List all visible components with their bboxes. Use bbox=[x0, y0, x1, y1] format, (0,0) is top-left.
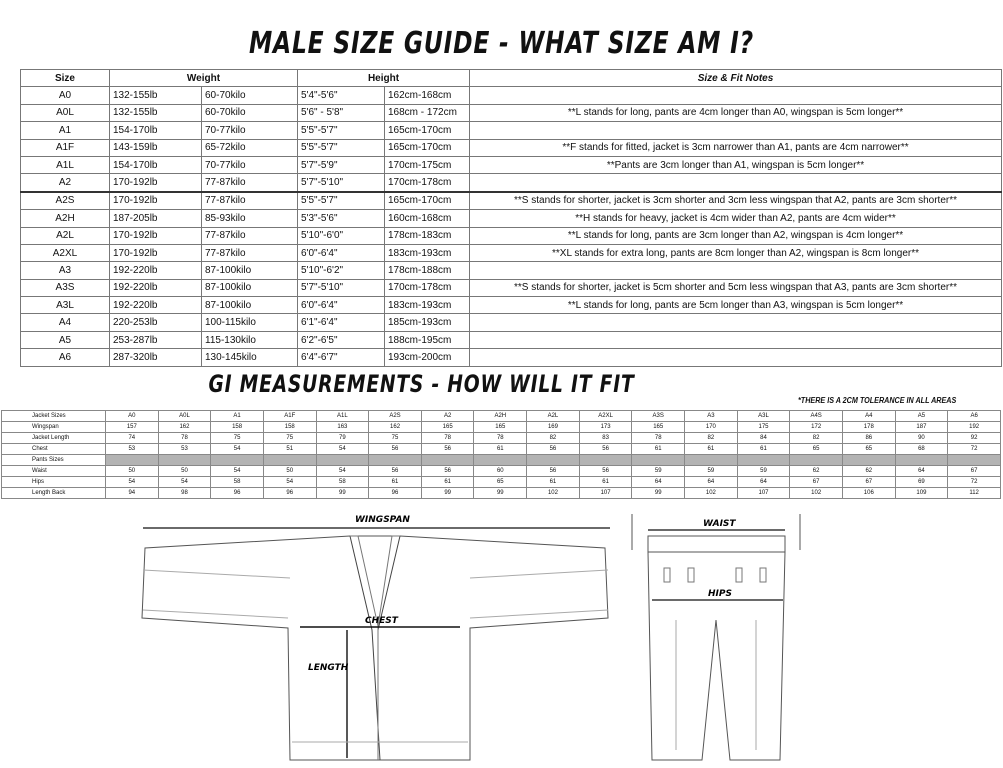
height-ft-cell: 6'4"-6'7" bbox=[298, 349, 385, 366]
measurement-cell: 99 bbox=[474, 488, 527, 499]
weight-lb-cell: 253-287lb bbox=[110, 331, 202, 348]
measurement-cell: 54 bbox=[211, 466, 264, 477]
measurement-cell: 99 bbox=[421, 488, 474, 499]
height-cm-cell: 170cm-178cm bbox=[385, 279, 470, 296]
measurement-cell: 50 bbox=[263, 466, 316, 477]
header-height: Height bbox=[298, 70, 470, 87]
measurement-cell: 96 bbox=[369, 488, 422, 499]
tolerance-note: *THERE IS A 2CM TOLERANCE IN ALL AREAS bbox=[798, 396, 957, 405]
measurement-cell: 65 bbox=[842, 444, 895, 455]
row-label: Jacket Sizes bbox=[2, 411, 106, 422]
height-ft-cell: 6'2"-6'5" bbox=[298, 331, 385, 348]
note-cell bbox=[470, 331, 1002, 348]
measurement-cell: 68 bbox=[895, 444, 948, 455]
size-row bbox=[21, 244, 1002, 261]
height-cm-cell: 188cm-195cm bbox=[385, 331, 470, 348]
measurement-cell: 61 bbox=[474, 444, 527, 455]
height-cm-cell: 183cm-193cm bbox=[385, 244, 470, 261]
measurement-cell bbox=[685, 455, 738, 466]
size-cell: A2 bbox=[21, 174, 110, 192]
measurement-cell bbox=[474, 455, 527, 466]
measurement-cell: 59 bbox=[737, 466, 790, 477]
measurement-cell bbox=[632, 455, 685, 466]
size-cell: A2S bbox=[21, 192, 110, 210]
height-ft-cell: 5'5"-5'7" bbox=[298, 139, 385, 156]
header-weight: Weight bbox=[110, 70, 298, 87]
measurement-cell: 78 bbox=[421, 433, 474, 444]
measurement-cell: 78 bbox=[632, 433, 685, 444]
measurement-cell: 54 bbox=[263, 477, 316, 488]
measurement-cell: 75 bbox=[263, 433, 316, 444]
height-ft-cell: 5'7"-5'10" bbox=[298, 279, 385, 296]
header-size: Size bbox=[21, 70, 110, 87]
measurement-cell: 102 bbox=[790, 488, 843, 499]
size-row bbox=[21, 192, 1002, 210]
chest-label: CHEST bbox=[365, 616, 398, 626]
measurement-cell: 165 bbox=[632, 422, 685, 433]
measurement-cell: 61 bbox=[527, 477, 580, 488]
measurement-cell bbox=[737, 455, 790, 466]
height-cm-cell: 162cm-168cm bbox=[385, 87, 470, 104]
measurement-cell: 173 bbox=[579, 422, 632, 433]
measurement-row bbox=[2, 433, 1001, 444]
measurement-cell: 163 bbox=[316, 422, 369, 433]
measurement-cell: A2L bbox=[527, 411, 580, 422]
note-cell: **L stands for long, pants are 5cm longer than A3, wingspan is 5cm longer** bbox=[470, 297, 1002, 314]
measurement-cell: 56 bbox=[369, 466, 422, 477]
height-ft-cell: 5'4"-5'6" bbox=[298, 87, 385, 104]
note-cell: **L stands for long, pants are 3cm longer than A2, wingspan is 4cm longer** bbox=[470, 227, 1002, 244]
measurement-cell bbox=[790, 455, 843, 466]
height-cm-cell: 170cm-178cm bbox=[385, 174, 470, 192]
measurement-cell: 92 bbox=[948, 433, 1001, 444]
measurement-cell: A0 bbox=[106, 411, 159, 422]
measurement-cell: 162 bbox=[158, 422, 211, 433]
weight-lb-cell: 170-192lb bbox=[110, 174, 202, 192]
size-cell: A2XL bbox=[21, 244, 110, 261]
note-cell bbox=[470, 174, 1002, 192]
size-row bbox=[21, 174, 1002, 192]
measurement-cell: 94 bbox=[106, 488, 159, 499]
height-cm-cell: 165cm-170cm bbox=[385, 139, 470, 156]
size-row bbox=[21, 297, 1002, 314]
measurement-cell: 165 bbox=[421, 422, 474, 433]
waist-label: WAIST bbox=[703, 519, 736, 529]
row-label: Length Back bbox=[2, 488, 106, 499]
measurement-cell: 56 bbox=[527, 444, 580, 455]
note-cell bbox=[470, 349, 1002, 366]
measurement-cell: 82 bbox=[685, 433, 738, 444]
size-table-header bbox=[21, 70, 1002, 87]
measurement-cell: 61 bbox=[685, 444, 738, 455]
weight-lb-cell: 170-192lb bbox=[110, 227, 202, 244]
weight-kilo-cell: 70-77kilo bbox=[202, 122, 298, 139]
measurement-cell: 60 bbox=[474, 466, 527, 477]
measurement-cell bbox=[369, 455, 422, 466]
size-row bbox=[21, 262, 1002, 279]
size-row bbox=[21, 227, 1002, 244]
size-table bbox=[20, 69, 1002, 367]
measurement-cell: 169 bbox=[527, 422, 580, 433]
measurement-cell: A3S bbox=[632, 411, 685, 422]
measurement-cell: 53 bbox=[158, 444, 211, 455]
measurement-cell: 67 bbox=[790, 477, 843, 488]
measurement-cell: 157 bbox=[106, 422, 159, 433]
measurement-cell: 78 bbox=[474, 433, 527, 444]
weight-lb-cell: 220-253lb bbox=[110, 314, 202, 331]
size-cell: A1F bbox=[21, 139, 110, 156]
weight-lb-cell: 143-159lb bbox=[110, 139, 202, 156]
size-row bbox=[21, 210, 1002, 227]
measurement-cell bbox=[421, 455, 474, 466]
measurement-cell bbox=[211, 455, 264, 466]
measurement-cell: 64 bbox=[632, 477, 685, 488]
measurement-cell bbox=[895, 455, 948, 466]
measurement-cell: 106 bbox=[842, 488, 895, 499]
measurement-cell: 54 bbox=[316, 444, 369, 455]
measurement-cell: 61 bbox=[579, 477, 632, 488]
measurement-cell: 82 bbox=[790, 433, 843, 444]
measurement-cell bbox=[948, 455, 1001, 466]
height-cm-cell: 165cm-170cm bbox=[385, 192, 470, 210]
height-cm-cell: 185cm-193cm bbox=[385, 314, 470, 331]
weight-lb-cell: 132-155lb bbox=[110, 104, 202, 121]
measurement-cell: 84 bbox=[737, 433, 790, 444]
header-notes: Size & Fit Notes bbox=[470, 70, 1002, 87]
measurement-cell: 72 bbox=[948, 477, 1001, 488]
measurement-cell: 64 bbox=[685, 477, 738, 488]
measurement-cell: 56 bbox=[527, 466, 580, 477]
weight-lb-cell: 192-220lb bbox=[110, 262, 202, 279]
measurement-cell: A3 bbox=[685, 411, 738, 422]
measurement-cell: 170 bbox=[685, 422, 738, 433]
measurement-cell: 54 bbox=[211, 444, 264, 455]
weight-kilo-cell: 77-87kilo bbox=[202, 244, 298, 261]
weight-kilo-cell: 77-87kilo bbox=[202, 227, 298, 244]
size-row bbox=[21, 279, 1002, 296]
measurement-cell: 78 bbox=[158, 433, 211, 444]
measurement-cell: 79 bbox=[316, 433, 369, 444]
pants-sizes-row bbox=[2, 455, 1001, 466]
row-label: Pants Sizes bbox=[2, 455, 106, 466]
weight-kilo-cell: 87-100kilo bbox=[202, 279, 298, 296]
weight-kilo-cell: 87-100kilo bbox=[202, 262, 298, 279]
measurement-cell: 99 bbox=[632, 488, 685, 499]
note-cell bbox=[470, 122, 1002, 139]
note-cell bbox=[470, 262, 1002, 279]
measurement-cell: 112 bbox=[948, 488, 1001, 499]
measurement-cell: 158 bbox=[211, 422, 264, 433]
measurement-cell: A4 bbox=[842, 411, 895, 422]
measurement-cell: 61 bbox=[632, 444, 685, 455]
measurement-cell: 56 bbox=[579, 466, 632, 477]
size-cell: A6 bbox=[21, 349, 110, 366]
measurement-cell: 102 bbox=[527, 488, 580, 499]
measurement-cell: A3L bbox=[737, 411, 790, 422]
measurement-cell bbox=[842, 455, 895, 466]
height-ft-cell: 5'5"-5'7" bbox=[298, 192, 385, 210]
height-ft-cell: 6'0"-6'4" bbox=[298, 244, 385, 261]
height-cm-cell: 193cm-200cm bbox=[385, 349, 470, 366]
page-title: MALE SIZE GUIDE - WHAT SIZE AM I? bbox=[248, 26, 755, 61]
measurement-cell: 61 bbox=[421, 477, 474, 488]
height-ft-cell: 5'3"-5'6" bbox=[298, 210, 385, 227]
measurement-cell: 58 bbox=[316, 477, 369, 488]
measurement-cell: 64 bbox=[895, 466, 948, 477]
gi-measurements-title: GI MEASUREMENTS - HOW WILL IT FIT bbox=[208, 370, 635, 398]
measurement-cell: 96 bbox=[263, 488, 316, 499]
weight-lb-cell: 132-155lb bbox=[110, 87, 202, 104]
height-cm-cell: 170cm-175cm bbox=[385, 156, 470, 173]
measurement-cell: 102 bbox=[685, 488, 738, 499]
measurement-cell: 67 bbox=[842, 477, 895, 488]
measurement-cell: 175 bbox=[737, 422, 790, 433]
size-row bbox=[21, 156, 1002, 173]
measurement-cell: 172 bbox=[790, 422, 843, 433]
size-row bbox=[21, 331, 1002, 348]
measurement-cell: 82 bbox=[527, 433, 580, 444]
measurement-cell: 51 bbox=[263, 444, 316, 455]
measurement-cell: 75 bbox=[369, 433, 422, 444]
measurement-cell bbox=[316, 455, 369, 466]
measurement-cell: 59 bbox=[632, 466, 685, 477]
weight-kilo-cell: 85-93kilo bbox=[202, 210, 298, 227]
row-label: Jacket Length bbox=[2, 433, 106, 444]
pants-illustration bbox=[632, 514, 800, 760]
size-cell: A2H bbox=[21, 210, 110, 227]
weight-lb-cell: 170-192lb bbox=[110, 192, 202, 210]
height-ft-cell: 6'0"-6'4" bbox=[298, 297, 385, 314]
measurement-cell: 72 bbox=[948, 444, 1001, 455]
measurement-cell: 74 bbox=[106, 433, 159, 444]
measurement-cell: 86 bbox=[842, 433, 895, 444]
measurement-cell: A5 bbox=[895, 411, 948, 422]
weight-kilo-cell: 87-100kilo bbox=[202, 297, 298, 314]
weight-kilo-cell: 130-145kilo bbox=[202, 349, 298, 366]
size-cell: A3 bbox=[21, 262, 110, 279]
measurement-cell: 107 bbox=[737, 488, 790, 499]
jacket-sizes-row bbox=[2, 411, 1001, 422]
measurement-cell bbox=[158, 455, 211, 466]
measurement-cell: 96 bbox=[211, 488, 264, 499]
measurement-cell: A4S bbox=[790, 411, 843, 422]
measurement-cell: A0L bbox=[158, 411, 211, 422]
size-cell: A0L bbox=[21, 104, 110, 121]
size-row bbox=[21, 139, 1002, 156]
weight-lb-cell: 154-170lb bbox=[110, 156, 202, 173]
measurement-cell: 187 bbox=[895, 422, 948, 433]
height-ft-cell: 5'7"-5'10" bbox=[298, 174, 385, 192]
note-cell: **Pants are 3cm longer than A1, wingspan is 5cm longer** bbox=[470, 156, 1002, 173]
gi-diagram bbox=[0, 510, 1003, 768]
measurement-cell: 53 bbox=[106, 444, 159, 455]
note-cell bbox=[470, 314, 1002, 331]
measurement-cell: 50 bbox=[106, 466, 159, 477]
size-cell: A3L bbox=[21, 297, 110, 314]
note-cell: **F stands for fitted, jacket is 3cm narrower than A1, pants are 4cm narrower** bbox=[470, 139, 1002, 156]
weight-lb-cell: 192-220lb bbox=[110, 279, 202, 296]
note-cell: **XL stands for extra long, pants are 8cm longer than A2, wingspan is 8cm longer** bbox=[470, 244, 1002, 261]
row-label: Hips bbox=[2, 477, 106, 488]
size-cell: A1 bbox=[21, 122, 110, 139]
weight-kilo-cell: 77-87kilo bbox=[202, 174, 298, 192]
weight-lb-cell: 170-192lb bbox=[110, 244, 202, 261]
note-cell: **L stands for long, pants are 4cm longer than A0, wingspan is 5cm longer** bbox=[470, 104, 1002, 121]
pants-measurement-row bbox=[2, 488, 1001, 499]
length-label: LENGTH bbox=[308, 663, 349, 673]
measurement-cell: 58 bbox=[211, 477, 264, 488]
measurement-cell: 178 bbox=[842, 422, 895, 433]
measurement-cell: A2S bbox=[369, 411, 422, 422]
row-label: Chest bbox=[2, 444, 106, 455]
measurement-cell: 90 bbox=[895, 433, 948, 444]
measurement-cell: 165 bbox=[474, 422, 527, 433]
measurement-cell: 56 bbox=[369, 444, 422, 455]
note-cell bbox=[470, 87, 1002, 104]
weight-kilo-cell: 115-130kilo bbox=[202, 331, 298, 348]
row-label: Wingspan bbox=[2, 422, 106, 433]
height-cm-cell: 178cm-183cm bbox=[385, 227, 470, 244]
size-cell: A4 bbox=[21, 314, 110, 331]
height-cm-cell: 160cm-168cm bbox=[385, 210, 470, 227]
weight-kilo-cell: 100-115kilo bbox=[202, 314, 298, 331]
measurement-cell bbox=[579, 455, 632, 466]
measurement-cell: 75 bbox=[211, 433, 264, 444]
wingspan-label: WINGSPAN bbox=[355, 515, 410, 525]
size-row bbox=[21, 122, 1002, 139]
measurement-cell: 54 bbox=[316, 466, 369, 477]
measurement-cell: 56 bbox=[579, 444, 632, 455]
pants-measurement-row bbox=[2, 477, 1001, 488]
measurement-cell: 61 bbox=[737, 444, 790, 455]
row-label: Waist bbox=[2, 466, 106, 477]
measurement-cell: 98 bbox=[158, 488, 211, 499]
pants-measurement-row bbox=[2, 466, 1001, 477]
height-cm-cell: 178cm-188cm bbox=[385, 262, 470, 279]
height-ft-cell: 5'10"-6'0" bbox=[298, 227, 385, 244]
note-cell: **S stands for shorter, jacket is 5cm shorter and 5cm less wingspan that A3, pants are 3cm shorter** bbox=[470, 279, 1002, 296]
measurement-row bbox=[2, 444, 1001, 455]
height-ft-cell: 5'6" - 5'8" bbox=[298, 104, 385, 121]
measurement-cell: 50 bbox=[158, 466, 211, 477]
size-cell: A5 bbox=[21, 331, 110, 348]
measurement-row bbox=[2, 422, 1001, 433]
weight-lb-cell: 287-320lb bbox=[110, 349, 202, 366]
size-row bbox=[21, 87, 1002, 104]
measurement-cell: 65 bbox=[790, 444, 843, 455]
measurement-cell: 162 bbox=[369, 422, 422, 433]
note-cell: **S stands for shorter, jacket is 3cm shorter and 3cm less wingspan that A2, pants are 3cm shorter** bbox=[470, 192, 1002, 210]
measurement-cell: 59 bbox=[685, 466, 738, 477]
measurement-cell: A2H bbox=[474, 411, 527, 422]
measurement-cell: 83 bbox=[579, 433, 632, 444]
weight-lb-cell: 192-220lb bbox=[110, 297, 202, 314]
measurement-cell: 54 bbox=[106, 477, 159, 488]
measurement-cell: 69 bbox=[895, 477, 948, 488]
measurement-cell: 107 bbox=[579, 488, 632, 499]
height-ft-cell: 5'10"-6'2" bbox=[298, 262, 385, 279]
weight-lb-cell: 187-205lb bbox=[110, 210, 202, 227]
measurement-cell: 192 bbox=[948, 422, 1001, 433]
size-cell: A2L bbox=[21, 227, 110, 244]
weight-kilo-cell: 60-70kilo bbox=[202, 87, 298, 104]
measurement-cell: 64 bbox=[737, 477, 790, 488]
measurement-cell: 62 bbox=[842, 466, 895, 477]
measurement-cell: 62 bbox=[790, 466, 843, 477]
measurement-cell: 109 bbox=[895, 488, 948, 499]
hips-label: HIPS bbox=[708, 589, 732, 599]
weight-kilo-cell: 65-72kilo bbox=[202, 139, 298, 156]
size-cell: A1L bbox=[21, 156, 110, 173]
height-ft-cell: 5'7"-5'9" bbox=[298, 156, 385, 173]
weight-kilo-cell: 70-77kilo bbox=[202, 156, 298, 173]
measurement-cell: 61 bbox=[369, 477, 422, 488]
height-cm-cell: 168cm - 172cm bbox=[385, 104, 470, 121]
measurement-cell: 99 bbox=[316, 488, 369, 499]
jacket-illustration bbox=[142, 528, 610, 760]
note-cell: **H stands for heavy, jacket is 4cm wider than A2, pants are 4cm wider** bbox=[470, 210, 1002, 227]
weight-kilo-cell: 77-87kilo bbox=[202, 192, 298, 210]
measurement-cell: 67 bbox=[948, 466, 1001, 477]
measurement-cell: A6 bbox=[948, 411, 1001, 422]
weight-kilo-cell: 60-70kilo bbox=[202, 104, 298, 121]
measurement-cell: 56 bbox=[421, 444, 474, 455]
height-ft-cell: 6'1"-6'4" bbox=[298, 314, 385, 331]
size-row bbox=[21, 314, 1002, 331]
size-cell: A3S bbox=[21, 279, 110, 296]
height-cm-cell: 183cm-193cm bbox=[385, 297, 470, 314]
measurement-cell: 56 bbox=[421, 466, 474, 477]
weight-lb-cell: 154-170lb bbox=[110, 122, 202, 139]
gi-measurements-table bbox=[1, 410, 1001, 499]
measurement-cell: A2 bbox=[421, 411, 474, 422]
measurement-cell: 158 bbox=[263, 422, 316, 433]
measurement-cell bbox=[263, 455, 316, 466]
height-ft-cell: 5'5"-5'7" bbox=[298, 122, 385, 139]
measurement-cell: 54 bbox=[158, 477, 211, 488]
size-row bbox=[21, 349, 1002, 366]
measurement-cell: A1L bbox=[316, 411, 369, 422]
measurement-cell: 65 bbox=[474, 477, 527, 488]
measurement-cell: A2XL bbox=[579, 411, 632, 422]
measurement-cell: A1F bbox=[263, 411, 316, 422]
height-cm-cell: 165cm-170cm bbox=[385, 122, 470, 139]
size-cell: A0 bbox=[21, 87, 110, 104]
measurement-cell bbox=[527, 455, 580, 466]
measurement-cell bbox=[106, 455, 159, 466]
measurement-cell: A1 bbox=[211, 411, 264, 422]
size-row bbox=[21, 104, 1002, 121]
